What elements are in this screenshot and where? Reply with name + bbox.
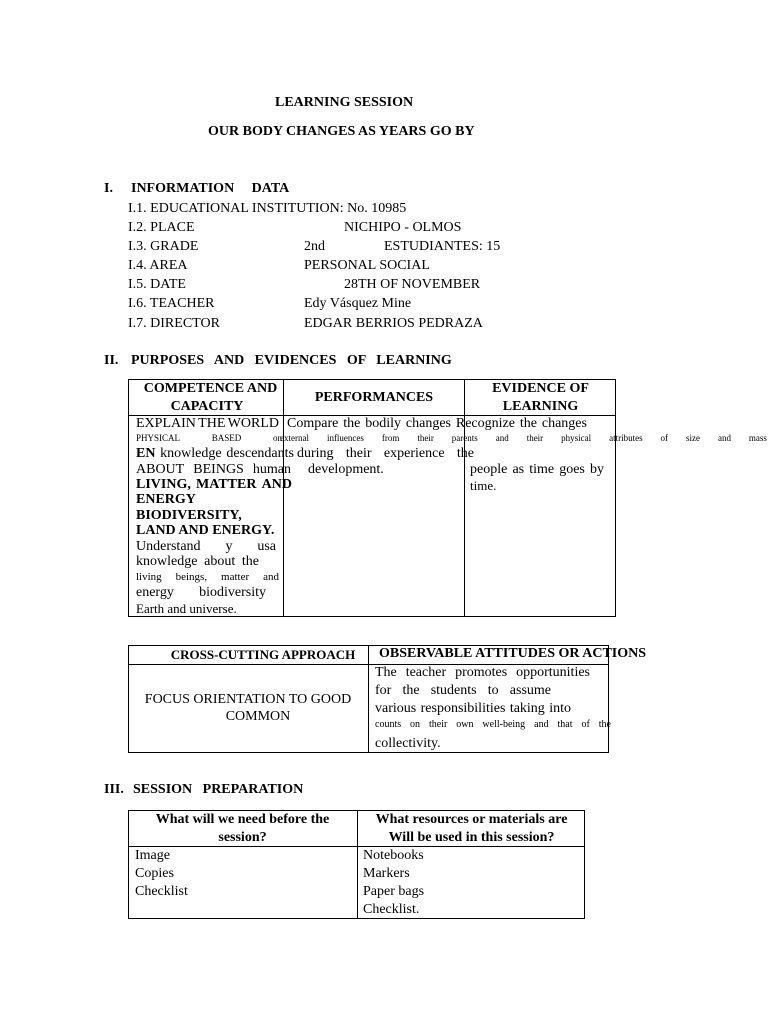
performance-word: attributes (609, 433, 643, 443)
info-area-value: PERSONAL SOCIAL (304, 258, 430, 273)
evidence-line-1 (470, 462, 604, 478)
evidence-line-2: time. (470, 478, 497, 493)
info-place-label: I.2. PLACE (128, 220, 195, 235)
performance-word: Recognize (455, 416, 515, 431)
competence-earth-universe: Earth and universe. (136, 601, 237, 616)
attitude-word: into (549, 701, 571, 716)
performance-word: and (717, 433, 731, 443)
evidence-word: goes (559, 462, 585, 477)
header-need-session: session? (218, 830, 267, 845)
resource-item: Markers (363, 866, 410, 881)
document-title: LEARNING SESSION (275, 95, 414, 110)
competence-word: EXPLAIN (136, 416, 196, 431)
competence-biodiversity: BIODIVERSITY, (136, 508, 242, 523)
crosscut-common: COMMON (225, 709, 291, 724)
info-date-label: I.5. DATE (128, 277, 186, 292)
competence-word: WORLD (227, 416, 279, 431)
performance-word: physical (561, 433, 592, 443)
performance-word: the (456, 446, 474, 461)
section-2-title: PURPOSES AND EVIDENCES OF LEARNING (131, 353, 452, 368)
performance-word: changes (541, 416, 587, 431)
evidence-word: as (512, 462, 525, 477)
resource-item: Notebooks (363, 848, 424, 863)
performance-word: from (381, 433, 400, 443)
resource-item: Checklist. (363, 902, 420, 917)
competence-word: and (263, 571, 279, 583)
info-director-label: I.7. DIRECTOR (128, 316, 220, 331)
performance-word: the (519, 416, 537, 431)
attitude-line-1 (375, 665, 590, 681)
performance-word: their (417, 433, 434, 443)
header-evidence: EVIDENCE OF (492, 381, 589, 396)
competence-line-9 (136, 539, 276, 555)
info-teacher-label: I.6. TEACHER (128, 296, 215, 311)
info-director-value: EDGAR BERRIOS PEDRAZA (304, 316, 483, 331)
performance-line-2 (280, 433, 767, 443)
attitude-line-2 (375, 683, 551, 699)
document-subtitle: OUR BODY CHANGES AS YEARS GO BY (208, 124, 475, 139)
performance-word: size (686, 433, 700, 443)
competence-line-1 (136, 416, 279, 432)
competence-word: energy (136, 585, 174, 600)
attitude-word: various (375, 701, 417, 716)
evidence-word: people (470, 462, 508, 477)
evidence-word: time (529, 462, 555, 477)
header-resources: What resources or materials are (375, 812, 568, 827)
competence-word: on (273, 433, 282, 443)
header-performances: PERFORMANCES (314, 390, 434, 405)
attitude-word: counts (375, 719, 402, 730)
performance-development: development. (308, 462, 384, 477)
competence-land-energy: LAND AND ENERGY. (136, 523, 275, 538)
performance-word: mass (748, 433, 767, 443)
attitude-word: to (487, 683, 499, 698)
competence-word: usa (257, 539, 276, 554)
attitude-word: own (456, 719, 474, 730)
header-need-before: What will we need before the (155, 812, 330, 827)
attitude-word: for (375, 683, 392, 698)
attitude-word: taking (509, 701, 545, 716)
info-grade-label: I.3. GRADE (128, 239, 199, 254)
attitude-line-4 (375, 719, 611, 730)
evidence-word: by (590, 462, 604, 477)
preparation-header-divider (128, 846, 585, 847)
section-2-number: II. (104, 353, 119, 368)
header-learning: LEARNING (502, 399, 579, 414)
attitude-word: their (428, 719, 448, 730)
attitude-word: and (534, 719, 549, 730)
competence-word: descendants (226, 446, 294, 461)
attitude-word: students (430, 683, 477, 698)
competence-word: biodiversity (199, 585, 266, 600)
info-date-value: 28TH OF NOVEMBER (344, 277, 481, 292)
competence-word: knowledge (136, 554, 198, 569)
competence-word: human (252, 462, 291, 477)
competence-line-3 (136, 446, 294, 462)
competence-word: BASED (211, 433, 242, 443)
attitude-line-5: collectivity. (375, 736, 441, 751)
attitude-word: well-being (482, 719, 526, 730)
performance-word: their (345, 446, 372, 461)
info-place-value: NICHIPO - OLMOS (344, 220, 462, 235)
info-teacher-value: Edy Vásquez Mine (304, 296, 412, 311)
header-resources-used: Will be used in this session? (388, 830, 555, 845)
need-item: Image (135, 848, 170, 863)
performance-word: the (343, 416, 361, 431)
competence-line-2 (136, 433, 282, 443)
competence-word: y (225, 539, 233, 554)
attitude-word: that (557, 719, 573, 730)
attitude-word: assume (509, 683, 551, 698)
competence-word: MATTER (196, 477, 257, 492)
performance-word: bodily (365, 416, 401, 431)
competence-word: matter (221, 571, 250, 583)
competence-word: BEINGS (193, 462, 244, 477)
attitude-word: promotes (455, 665, 508, 680)
competence-word: knowledge (160, 446, 222, 461)
competence-word: the (241, 554, 259, 569)
performance-word: during (297, 446, 334, 461)
performance-word: of (660, 433, 669, 443)
info-students: ESTUDIANTES: 15 (384, 239, 501, 254)
attitude-word: opportunities (516, 665, 590, 680)
performance-word: parents (451, 433, 478, 443)
competence-line-5 (136, 477, 292, 493)
competence-word: AND (261, 477, 292, 492)
section-1-title: INFORMATION DATA (131, 181, 290, 196)
competence-energy: ENERGY (136, 492, 196, 507)
performance-line-1 (287, 416, 587, 432)
competence-word: PHYSICAL (136, 433, 181, 443)
competence-line-12 (136, 585, 266, 601)
attitude-word: on (410, 719, 421, 730)
competence-word: living (136, 571, 162, 583)
performance-word: their (526, 433, 544, 443)
need-item: Copies (135, 866, 174, 881)
section-3-title: SESSION PREPARATION (133, 782, 304, 797)
header-observable-attitudes: OBSERVABLE ATTITUDES OR ACTIONS (379, 646, 647, 661)
performance-word: external (280, 433, 309, 443)
competence-word: Understand (136, 539, 201, 554)
crosscut-focus: FOCUS ORIENTATION TO GOOD (144, 692, 352, 707)
header-crosscutting-approach: CROSS-CUTTING APPROACH (170, 647, 356, 662)
attitude-word: the (598, 719, 611, 730)
competence-line-11 (136, 571, 279, 583)
competence-word: THE (198, 416, 226, 431)
competence-line-4 (136, 462, 291, 478)
competence-word: beings, (175, 571, 208, 583)
info-grade-value: 2nd (304, 239, 325, 254)
attitude-word: the (402, 683, 420, 698)
competence-word: EN (136, 446, 156, 461)
competence-word: LIVING, (136, 477, 191, 492)
performance-word: experience (383, 446, 445, 461)
section-1-number: I. (104, 181, 113, 196)
resource-item: Paper bags (363, 884, 425, 899)
attitude-word: teacher (405, 665, 447, 680)
performance-word: influences (326, 433, 364, 443)
attitude-word: The (375, 665, 397, 680)
performance-word: Compare (287, 416, 339, 431)
performance-word: changes (405, 416, 451, 431)
attitude-word: responsibilities (420, 701, 506, 716)
need-item: Checklist (135, 884, 188, 899)
attitude-word: of (581, 719, 590, 730)
header-competence: COMPETENCE AND (143, 381, 278, 396)
competence-word: ABOUT (136, 462, 185, 477)
competence-word: about (204, 554, 236, 569)
attitude-line-3 (375, 701, 571, 717)
header-capacity: CAPACITY (170, 399, 244, 414)
performance-word: and (495, 433, 509, 443)
info-area-label: I.4. AREA (128, 258, 188, 273)
section-3-number: III. (104, 782, 124, 797)
info-institution: I.1. EDUCATIONAL INSTITUTION: No. 10985 (128, 201, 407, 216)
competence-line-10 (136, 554, 259, 570)
performance-line-3 (297, 446, 474, 462)
